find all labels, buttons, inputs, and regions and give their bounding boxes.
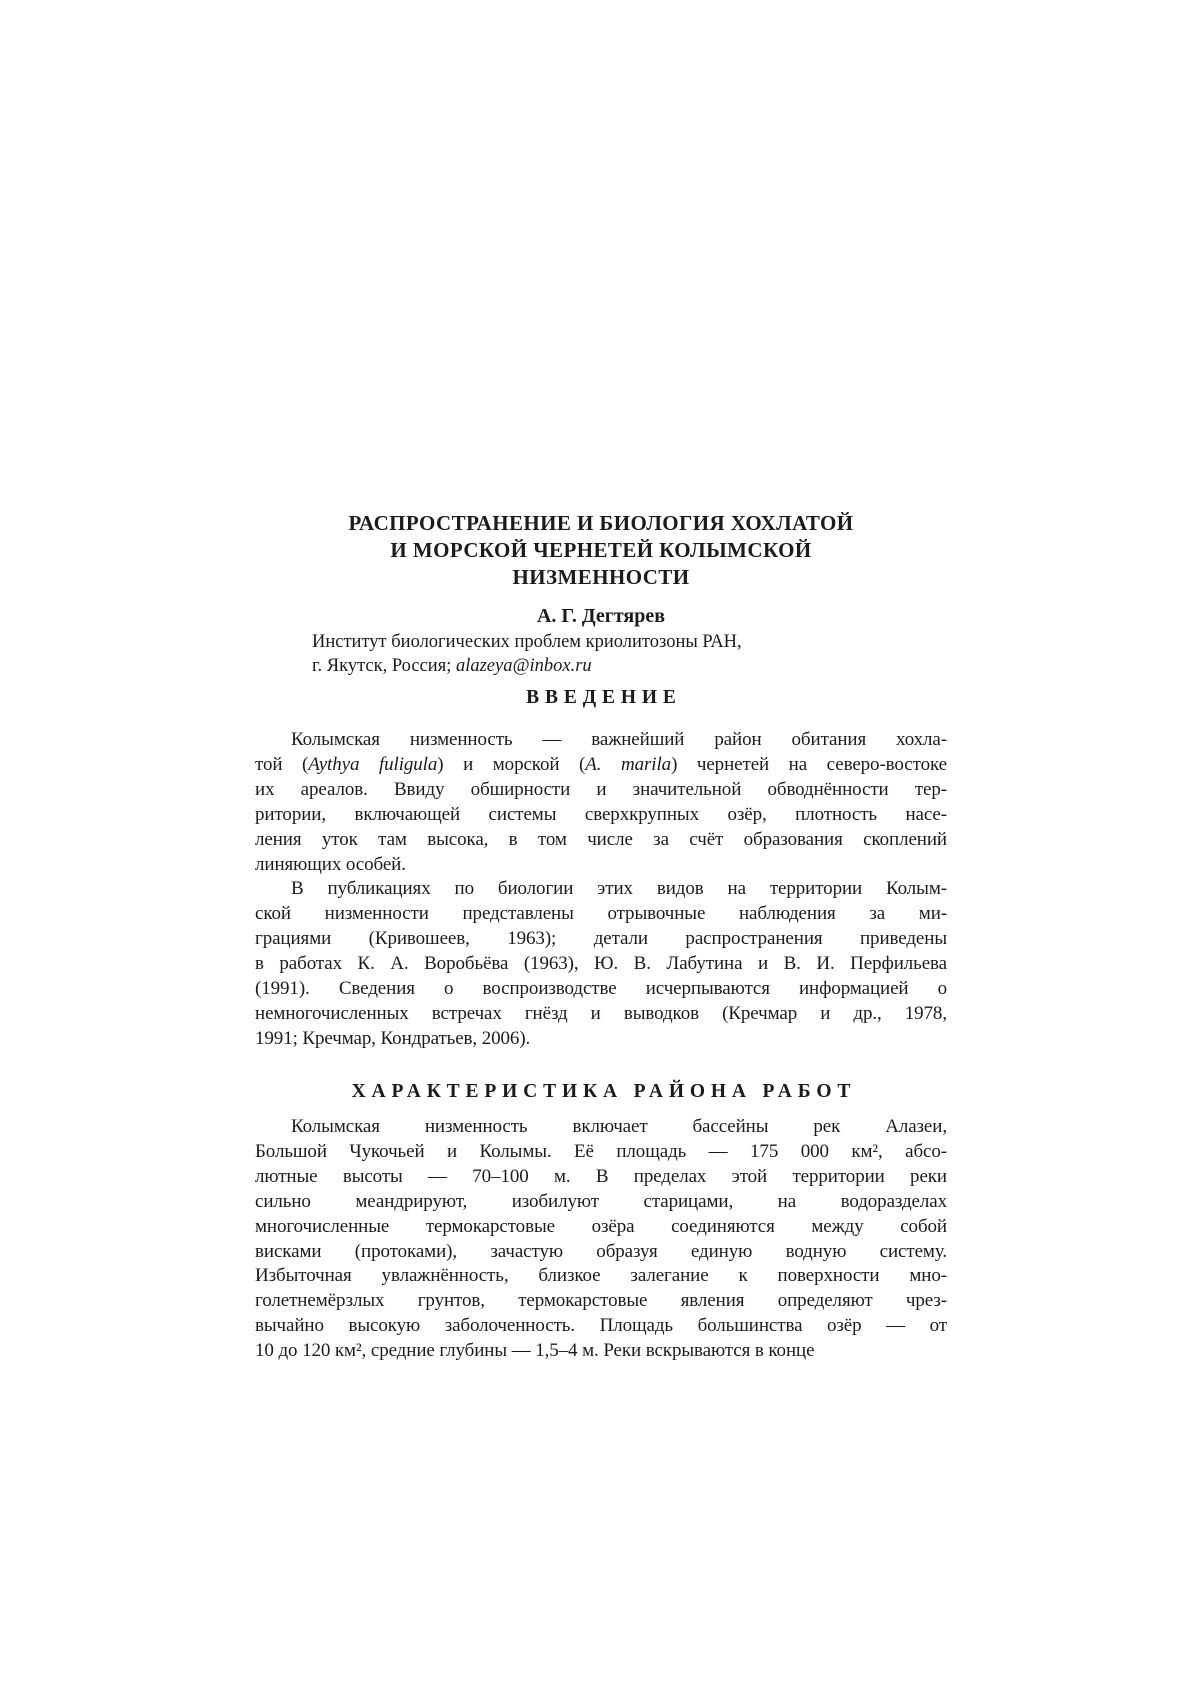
text-line xyxy=(255,877,947,902)
text-segment: той ( xyxy=(255,753,309,775)
text-segment: г. Якутск, Россия; xyxy=(312,656,456,676)
text-line xyxy=(255,1289,947,1314)
text-segment: вычайно высокую заболоченность. Площадь большинства озёр — от xyxy=(255,1315,947,1337)
text-segment: 1991; Кречмар, Кондратьев, 2006). xyxy=(255,1027,531,1049)
text-segment: ления уток там высока, в том числе за счёт образования скоплений xyxy=(255,828,947,850)
text-line xyxy=(255,1002,947,1027)
affiliation-line-1 xyxy=(255,630,947,654)
text-segment: Большой Чукочьей и Колымы. Её площадь — 175 000 км², абсо- xyxy=(255,1140,947,1162)
text-line xyxy=(255,828,947,853)
text-segment: ритории, включающей системы сверхкрупных озёр, плотность насе- xyxy=(255,803,947,825)
text-line xyxy=(255,1240,947,1265)
text-line xyxy=(255,1314,947,1339)
text-line xyxy=(255,803,947,828)
text-line xyxy=(255,778,947,803)
text-line xyxy=(255,1140,947,1165)
affiliation xyxy=(255,630,947,678)
text-segment: сильно меандрируют, изобилуют старицами, на водоразделах xyxy=(255,1190,947,1212)
text-segment: (1991). Сведения о воспроизводстве исчерпываются информацией о xyxy=(255,978,947,1000)
text-column xyxy=(255,0,947,1698)
section-study-area-body xyxy=(255,1115,947,1364)
text-segment: 10 до 120 км², средние глубины — 1,5–4 м. Реки вскрываются в конце xyxy=(255,1340,815,1362)
text-line xyxy=(255,927,947,952)
text-segment: линяющих особей. xyxy=(255,853,406,875)
text-segment: Колымская низменность включает бассейны рек Алазеи, xyxy=(291,1116,947,1137)
text-segment: ) и морской ( xyxy=(437,753,586,775)
article-title-line-2: И МОРСКОЙ ЧЕРНЕТЕЙ КОЛЫМСКОЙ xyxy=(390,538,812,562)
paragraph xyxy=(255,877,947,1051)
paragraph xyxy=(255,728,947,877)
text-line xyxy=(255,1027,947,1052)
section-heading-introduction: ВВЕДЕНИЕ xyxy=(526,687,682,708)
text-line xyxy=(255,753,947,778)
article-title-line-3: НИЗМЕННОСТИ xyxy=(512,565,690,589)
italic-text: Aythya fuligula xyxy=(308,753,438,775)
text-line xyxy=(255,1165,947,1190)
text-segment: В публикациях по биологии этих видов на территории Колым- xyxy=(291,878,947,900)
section-heading-study-area: ХАРАКТЕРИСТИКА РАЙОНА РАБОТ xyxy=(351,1081,857,1102)
italic-text: A. marila xyxy=(585,753,672,775)
text-segment: лютные высоты — 70–100 м. В пределах этой территории реки xyxy=(255,1165,947,1187)
text-segment: висками (протоками), зачастую образуя единую водную систему. xyxy=(255,1240,947,1262)
text-segment: многочисленные термокарстовые озёра соединяются между собой xyxy=(255,1215,947,1237)
text-segment: Институт биологических проблем криолитозоны РАН, xyxy=(312,632,742,652)
text-segment: Колымская низменность — важнейший район обитания хохла- xyxy=(291,729,947,750)
text-line xyxy=(255,853,947,878)
text-line xyxy=(255,1115,947,1140)
text-line xyxy=(255,1339,947,1364)
text-line xyxy=(255,952,947,977)
italic-text: alazeya@inbox.ru xyxy=(455,656,592,676)
affiliation-line-2 xyxy=(255,654,947,678)
text-segment: голетнемёрзлых грунтов, термокарстовые явления определяют чрез- xyxy=(255,1290,947,1312)
text-segment: Избыточная увлажнённость, близкое залегание к поверхности мно- xyxy=(255,1265,947,1287)
text-segment: грациями (Кривошеев, 1963); детали распространения приведены xyxy=(255,928,947,950)
text-line xyxy=(255,902,947,927)
text-segment: в работах К. А. Воробьёва (1963), Ю. В. Лабутина и В. И. Перфильева xyxy=(255,953,947,975)
text-line xyxy=(255,1190,947,1215)
section-introduction-body xyxy=(255,728,947,1052)
article-title-line-1: РАСПРОСТРАНЕНИЕ И БИОЛОГИЯ ХОХЛАТОЙ xyxy=(348,511,854,535)
text-segment: немногочисленных встречах гнёзд и выводков (Кречмар и др., 1978, xyxy=(255,1002,947,1024)
text-segment: ской низменности представлены отрывочные наблюдения за ми- xyxy=(255,903,947,925)
text-line xyxy=(255,1215,947,1240)
author-name: А. Г. Дегтярев xyxy=(536,605,666,627)
text-line xyxy=(255,977,947,1002)
text-line xyxy=(255,1264,947,1289)
text-segment: ) чернетей на северо-востоке xyxy=(671,753,947,775)
paragraph xyxy=(255,1115,947,1364)
text-segment: их ареалов. Ввиду обширности и значительной обводнённости тер- xyxy=(255,778,947,800)
text-line xyxy=(255,728,947,753)
article-title xyxy=(255,510,947,591)
